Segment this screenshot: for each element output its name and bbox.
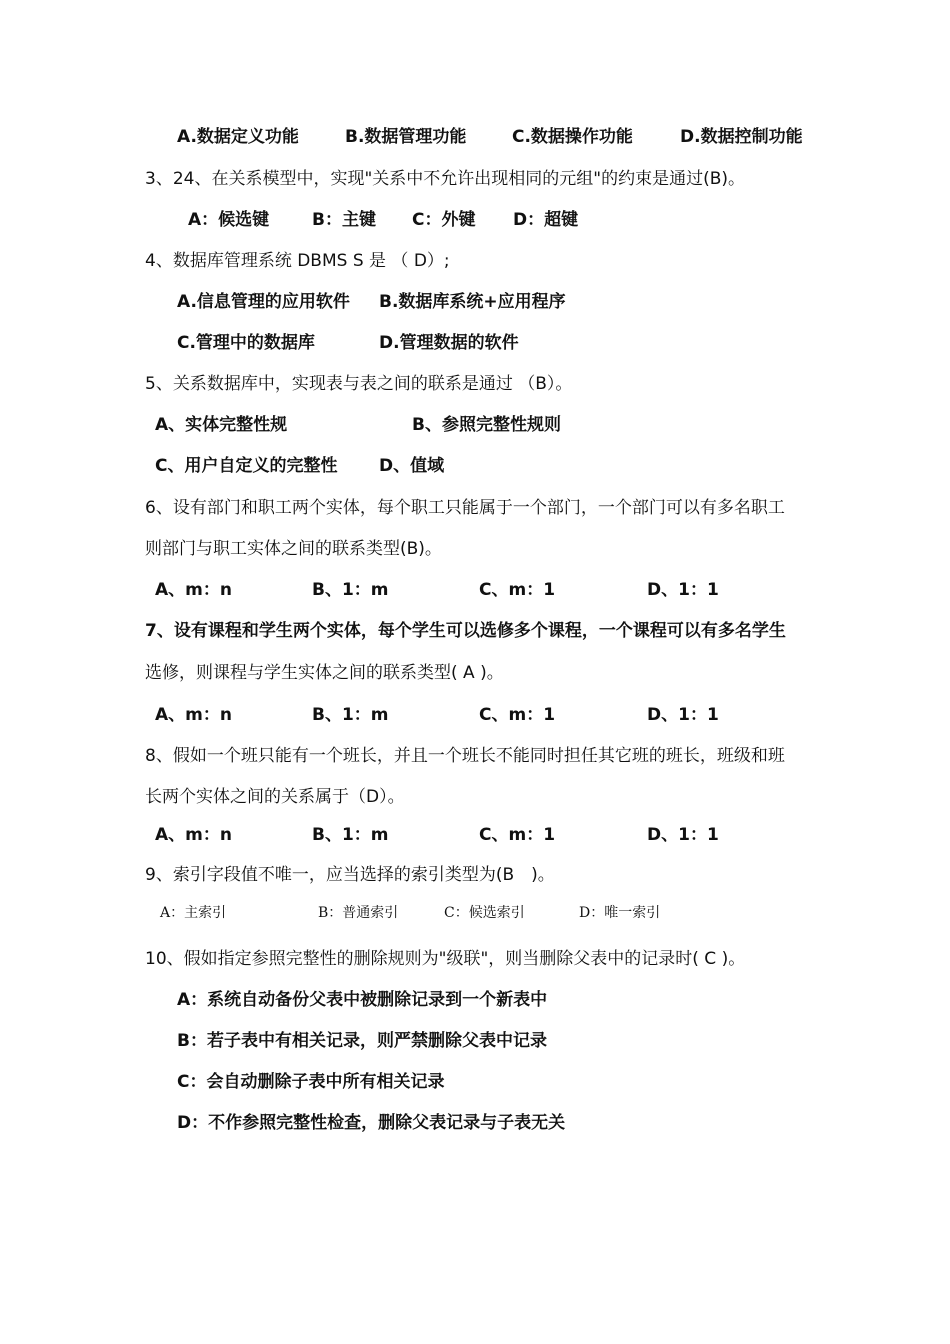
q8-stem-line-2: 长两个实体之间的关系属于（D）。: [145, 787, 405, 807]
q5-option-d: D、值域: [379, 456, 445, 476]
q5-option-b: B、参照完整性规则: [412, 415, 561, 435]
q7-stem-line-2: 选修，则课程与学生实体之间的联系类型( A )。: [145, 663, 504, 683]
q7-option-d: D、1：1: [647, 705, 719, 725]
q8-option-d: D、1：1: [647, 825, 719, 845]
q4-option-a: A.信息管理的应用软件: [177, 292, 350, 312]
q2-option-d: D.数据控制功能: [680, 127, 803, 147]
q8-option-a: A、m：n: [155, 825, 232, 845]
q9-option-a: A：主索引: [160, 905, 227, 921]
q8-stem-line-1: 8、假如一个班只能有一个班长，并且一个班长不能同时担任其它班的班长，班级和班: [145, 746, 785, 766]
q10-option-b: B：若子表中有相关记录，则严禁删除父表中记录: [177, 1031, 547, 1051]
q4-option-d: D.管理数据的软件: [379, 333, 519, 353]
q9-option-c: C：候选索引: [444, 905, 525, 921]
q6-option-d: D、1：1: [647, 580, 719, 600]
q3-option-a: A：候选键: [188, 210, 270, 230]
q6-option-a: A、m：n: [155, 580, 232, 600]
q2-option-c: C.数据操作功能: [512, 127, 633, 147]
q9-option-b: B：普通索引: [318, 905, 399, 921]
q10-stem: 10、假如指定参照完整性的删除规则为"级联"，则当删除父表中的记录时( C )。: [145, 949, 746, 969]
q2-option-b: B.数据管理功能: [345, 127, 467, 147]
q4-stem: 4、数据库管理系统 DBMS S 是 （ D）;: [145, 251, 450, 271]
q3-option-b: B：主键: [312, 210, 376, 230]
q4-option-b: B.数据库系统+应用程序: [379, 292, 566, 312]
q10-option-a: A：系统自动备份父表中被删除记录到一个新表中: [177, 990, 548, 1010]
q6-option-c: C、m：1: [479, 580, 556, 600]
q3-option-c: C：外键: [412, 210, 476, 230]
q8-option-b: B、1：m: [312, 825, 389, 845]
q8-option-c: C、m：1: [479, 825, 556, 845]
q2-option-a: A.数据定义功能: [177, 127, 299, 147]
q10-option-c: C：会自动删除子表中所有相关记录: [177, 1072, 445, 1092]
q9-option-d: D：唯一索引: [579, 905, 661, 921]
q5-option-c: C、用户自定义的完整性: [155, 456, 338, 476]
q3-option-d: D：超键: [513, 210, 579, 230]
q10-option-d: D：不作参照完整性检查，删除父表记录与子表无关: [177, 1113, 566, 1133]
q4-option-c: C.管理中的数据库: [177, 333, 315, 353]
q5-stem: 5、关系数据库中，实现表与表之间的联系是通过 （B）。: [145, 374, 573, 394]
q5-option-a: A、实体完整性规: [155, 415, 288, 435]
q7-option-c: C、m：1: [479, 705, 556, 725]
q6-stem-line-1: 6、设有部门和职工两个实体，每个职工只能属于一个部门，一个部门可以有多名职工: [145, 498, 785, 518]
q6-option-b: B、1：m: [312, 580, 389, 600]
q7-stem-line-1: 7、设有课程和学生两个实体，每个学生可以选修多个课程，一个课程可以有多名学生: [145, 621, 786, 641]
q3-stem: 3、24、在关系模型中，实现"关系中不允许出现相同的元组"的约束是通过(B)。: [145, 169, 746, 189]
q6-stem-line-2: 则部门与职工实体之间的联系类型(B)。: [145, 539, 442, 559]
q9-stem: 9、索引字段值不唯一，应当选择的索引类型为(B )。: [145, 865, 555, 885]
q7-option-a: A、m：n: [155, 705, 232, 725]
q7-option-b: B、1：m: [312, 705, 389, 725]
